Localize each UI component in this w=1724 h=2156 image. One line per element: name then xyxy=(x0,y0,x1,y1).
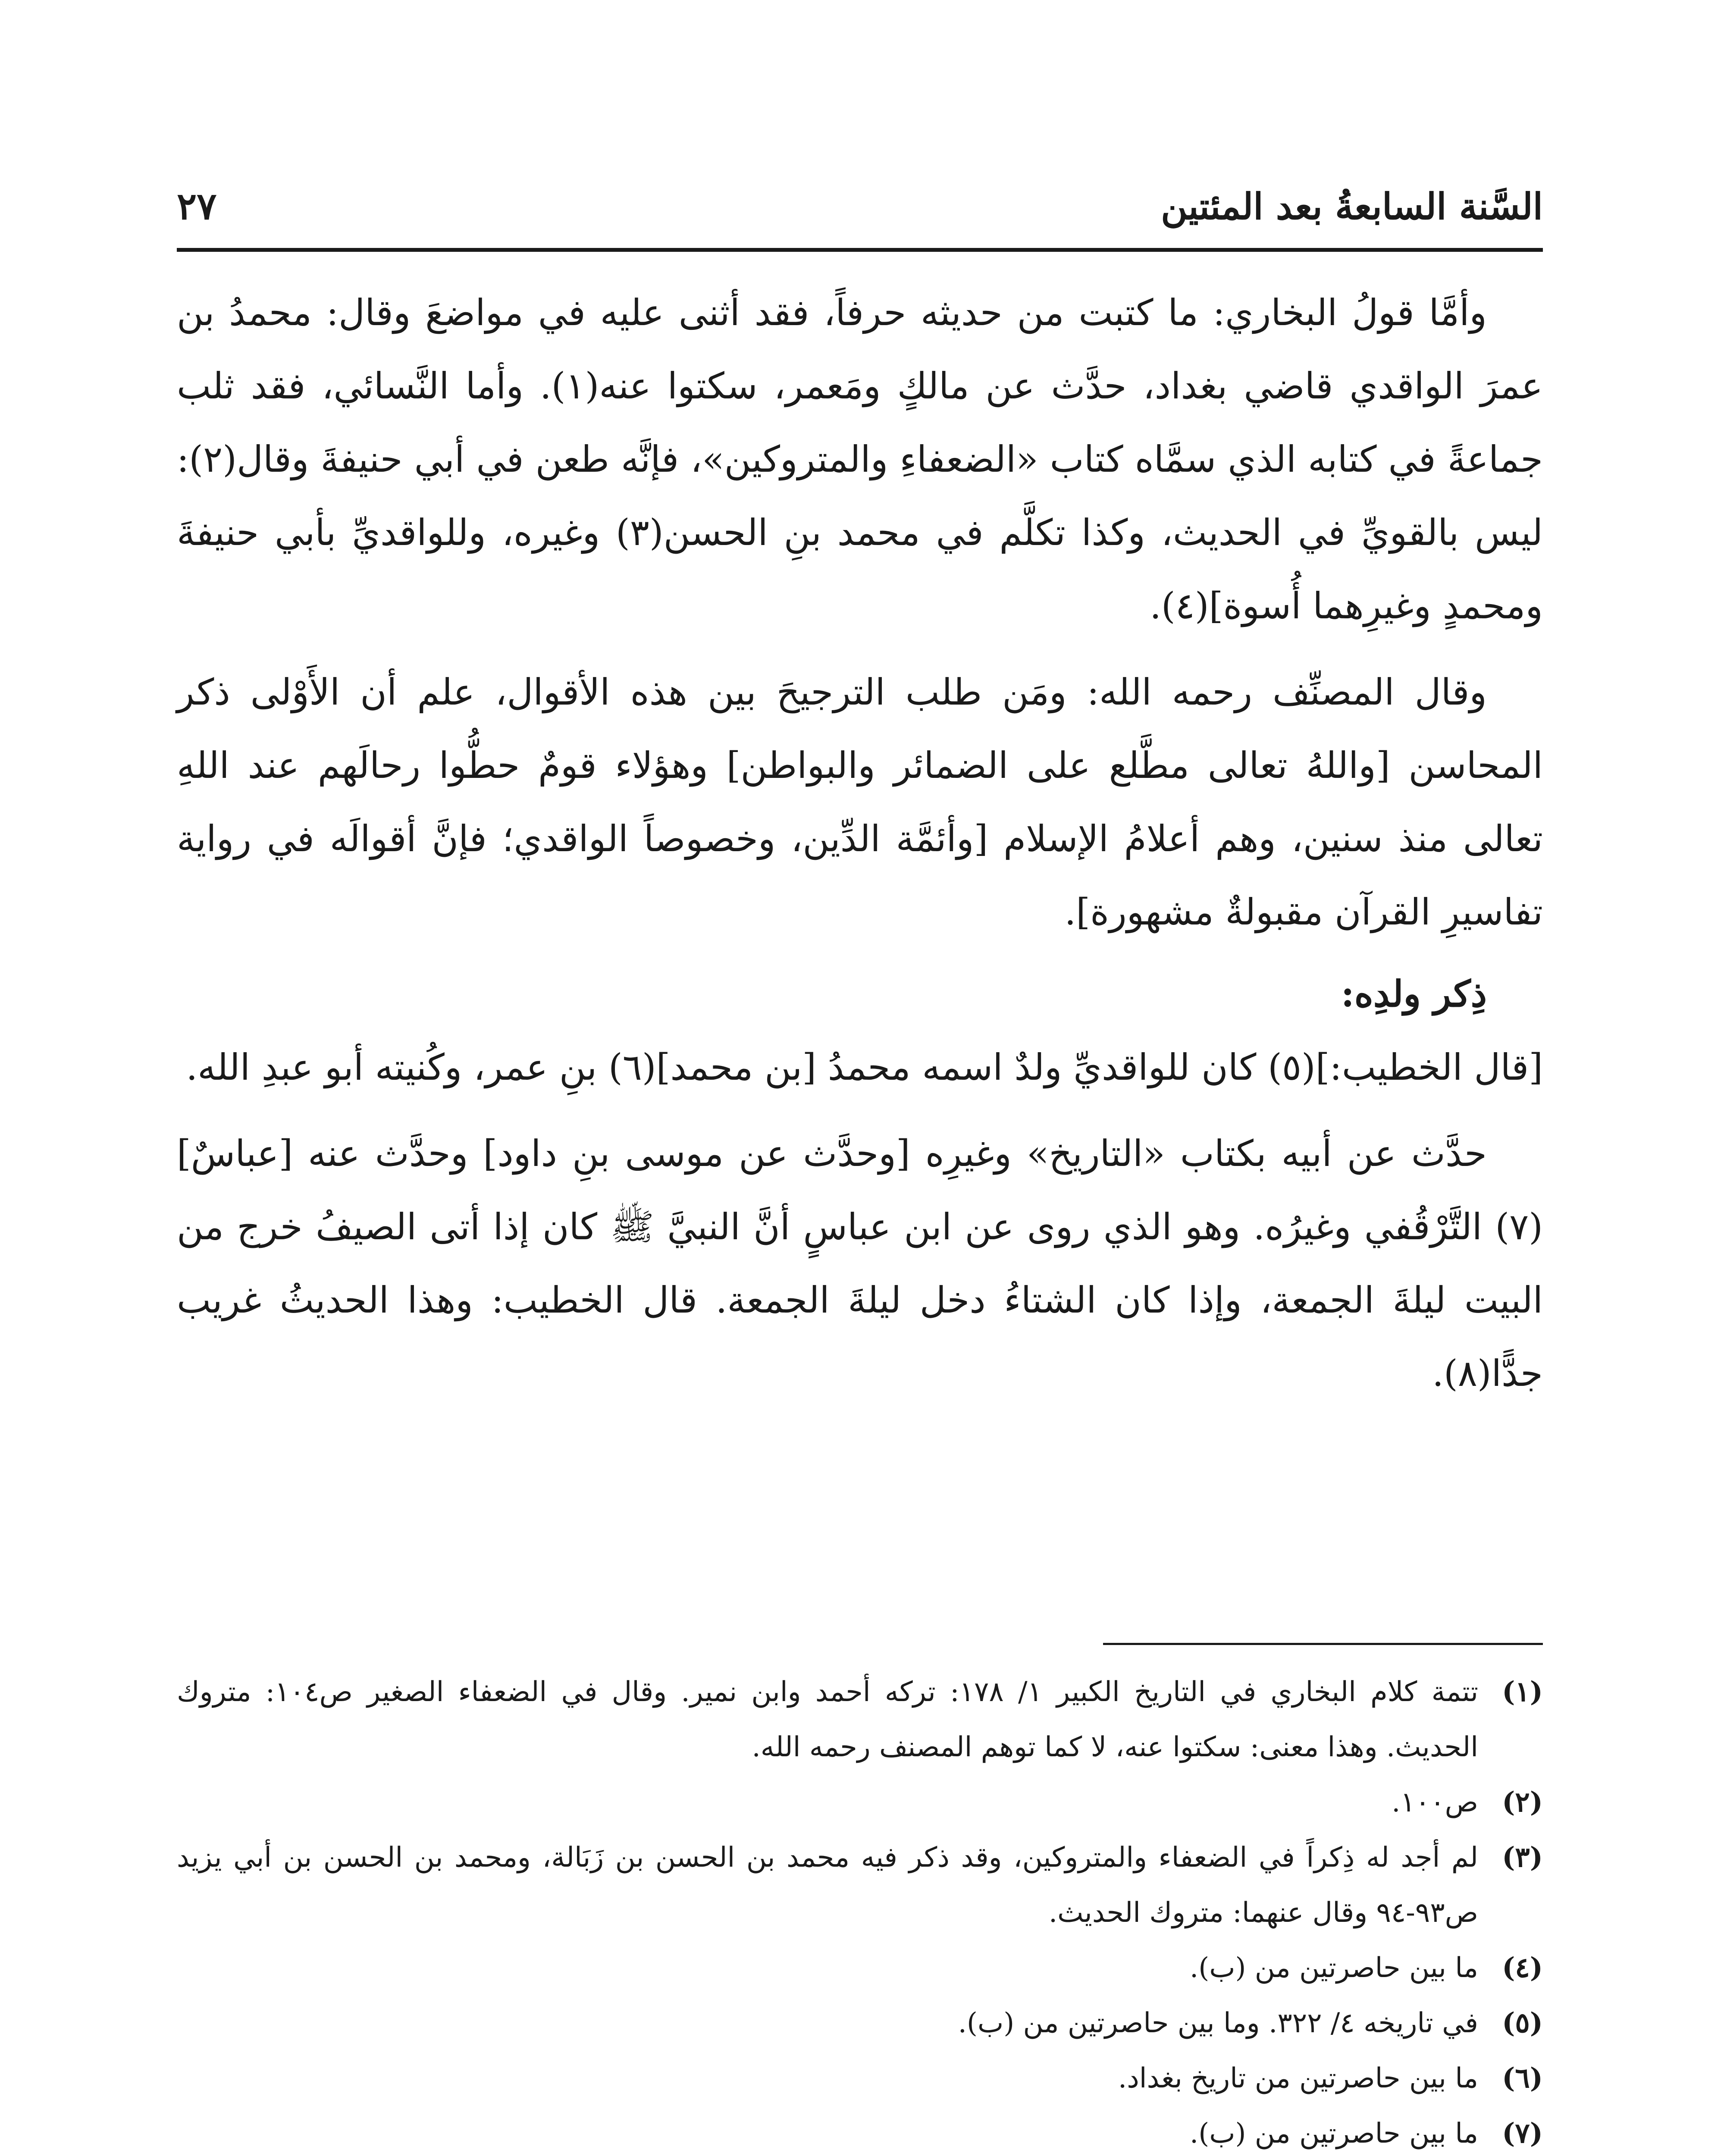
footnote xyxy=(177,1664,1543,1775)
page-number: ٢٧ xyxy=(177,184,217,228)
footnote-number: (٤) xyxy=(1502,1952,1543,1984)
footnote-text: ما بين حاصرتين من (ب). xyxy=(1189,1952,1478,1984)
footnote-number: (٦) xyxy=(1502,2062,1543,2094)
footnote xyxy=(177,1940,1543,1996)
footnote-text: تتمة كلام البخاري في التاريخ الكبير ١/ ١٧٨: تركه أحمد وابن نمير. وقال في الضعفاء الصغير ص١٠٤: متروك الحديث. وهذا معنى: سكتوا عنه، لا كما توهم المصنف رحمه الله. xyxy=(177,1676,1479,1763)
footnote-number: (١) xyxy=(1502,1676,1543,1708)
footnote-rule xyxy=(1103,1643,1543,1645)
footnote xyxy=(177,2106,1543,2156)
running-title: السَّنة السابعةُ بعد المئتين xyxy=(1161,185,1543,228)
footnote xyxy=(177,1775,1543,1830)
footnote-text: لم أجد له ذِكراً في الضعفاء والمتروكين، وقد ذكر فيه محمد بن الحسن بن زَبَالة، ومحمد بن الحسن بن أبي يزيد ص٩٣-٩٤ وقال عنهما: متروك الحديث. xyxy=(177,1842,1479,1929)
body-paragraph: حدَّث عن أبيه بكتاب «التاريخ» وغيرِه [وحدَّث عن موسى بنِ داود] وحدَّث عنه [عباسٌ](٧) التَّرْقُفي وغيرُه. وهو الذي روى عن ابن عباسٍ أنَّ النبيَّ ﷺ كان إذا أتى الصيفُ خرج من البيت ليلةَ الجمعة، وإذا كان الشتاءُ دخل ليلةَ الجمعة. قال الخطيب: وهذا الحديثُ غريب جدًّا(٨). xyxy=(177,1132,1543,1395)
footnote-number: (٧) xyxy=(1502,2117,1543,2150)
body-paragraph: [قال الخطيب:](٥) كان للواقديِّ ولدٌ اسمه محمدُ [بن محمد](٦) بنِ عمر، وكُنيته أبو عبدِ الله. xyxy=(186,1046,1543,1088)
footnotes xyxy=(177,1664,1543,2156)
body-paragraph: وأمَّا قولُ البخاري: ما كتبت من حديثه حرفاً، فقد أثنى عليه في مواضعَ وقال: محمدُ بن عمرَ الواقدي قاضي بغداد، حدَّث عن مالكٍ ومَعمر، سكتوا عنه(١). وأما النَّسائي، فقد ثلب جماعةً في كتابه الذي سمَّاه كتاب «الضعفاءِ والمتروكين»، فإنَّه طعن في أبي حنيفةَ وقال(٢): ليس بالقويِّ في الحديث، وكذا تكلَّم في محمد بنِ الحسن(٣) وغيره، وللواقديِّ بأبي حنيفةَ ومحمدٍ وغيرِهما أُسوة](٤). xyxy=(177,291,1543,627)
footnote-text: في تاريخه ٤/ ٣٢٢. وما بين حاصرتين من (ب). xyxy=(958,2007,1478,2039)
footnote-text: ص١٠٠. xyxy=(1392,1786,1478,1818)
footnote-number: (٥) xyxy=(1502,2007,1543,2039)
body-paragraph: وقال المصنِّف رحمه الله: ومَن طلب الترجيحَ بين هذه الأقوال، علم أن الأَوْلى ذكر المحاسن [واللهُ تعالى مطَّلع على الضمائر والبواطن] وهؤلاء قومٌ حطُّوا رحالَهم عند اللهِ تعالى منذ سنين، وهم أعلامُ الإسلام [وأئمَّة الدِّين، وخصوصاً الواقدي؛ فإنَّ أقوالَه في رواية تفاسيرِ القرآن مقبولةٌ مشهورة]. xyxy=(177,671,1543,933)
main-text xyxy=(177,276,1543,1410)
footnote xyxy=(177,2051,1543,2106)
page-header xyxy=(177,164,1543,229)
section-heading: ذِكر ولدِه: xyxy=(1341,972,1487,1015)
footnote-number: (٢) xyxy=(1502,1786,1543,1818)
footnote-text: ما بين حاصرتين من تاريخ بغداد. xyxy=(1118,2062,1478,2094)
footnote-number: (٣) xyxy=(1502,1841,1543,1874)
footnote-text: ما بين حاصرتين من (ب). xyxy=(1189,2118,1478,2150)
footnote xyxy=(177,1830,1543,1940)
header-rule xyxy=(177,248,1543,252)
footnote xyxy=(177,1996,1543,2051)
